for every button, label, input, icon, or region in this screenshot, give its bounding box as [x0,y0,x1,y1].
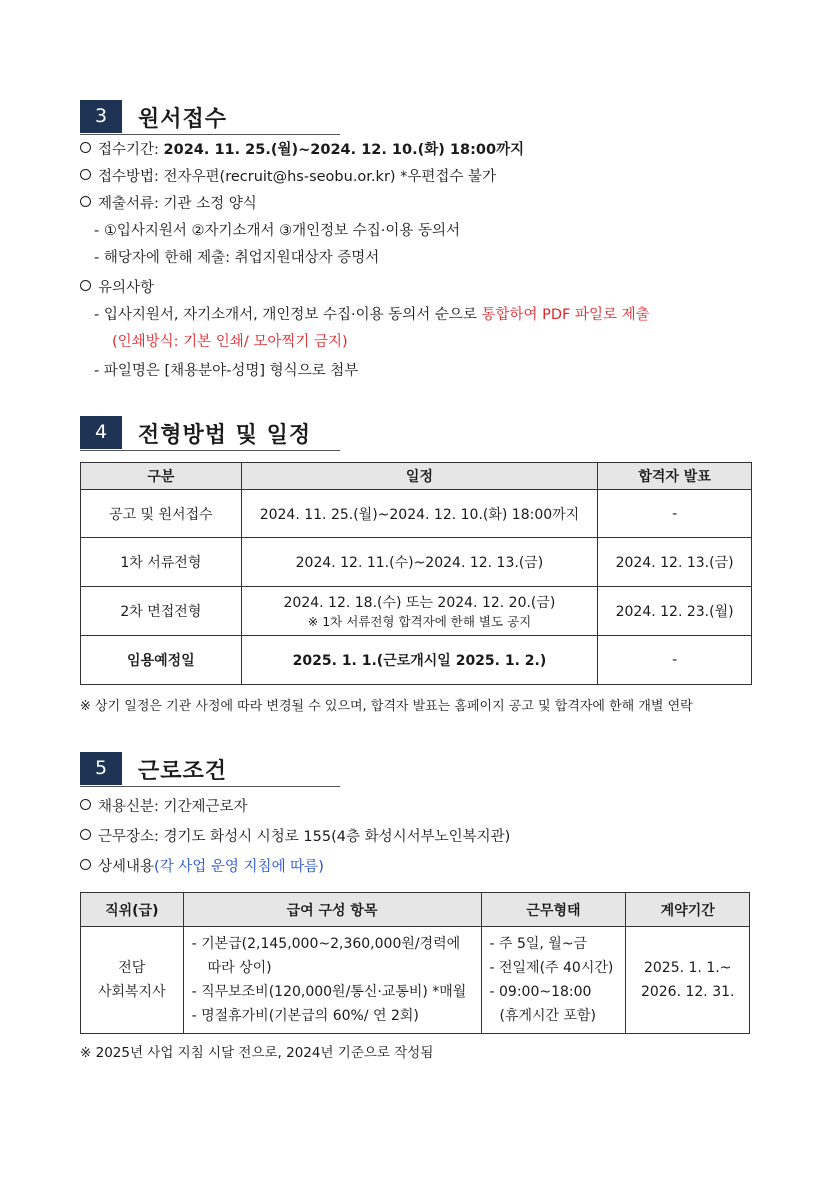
pay-cell [183,927,481,1034]
section-title: 원서접수 [138,107,228,132]
section-title: 근로조건 [138,759,228,784]
stage-cell: 2차 면접전형 [81,587,242,636]
work-item: (휴게시간 포함) [499,1008,597,1024]
schedule-cell [241,587,597,636]
table-row [81,490,752,538]
work-item: - 09:00~18:00 [489,984,592,1000]
circle-bullet-icon [80,142,91,153]
table-header: 일정 [241,463,597,490]
result-cell: - [598,490,752,538]
employment-status: 채용신분: 기간제근로자 [80,797,248,817]
stage-cell: 임용예정일 [81,636,242,685]
section-number: 4 [80,416,122,449]
docs-item: - 해당자에 한해 제출: 취업지원대상자 증명서 [94,250,380,266]
result-cell: 2024. 12. 23.(월) [598,587,752,636]
schedule-table [80,462,752,685]
notes-title: 유의사항 [80,278,154,298]
result-cell: 2024. 12. 13.(금) [598,538,752,587]
circle-bullet-icon [80,829,91,840]
circle-bullet-icon [80,169,91,180]
pay-item: - 직무보조비(120,000원/통신·교통비) *매월 [191,984,467,1000]
term-cell: 2025. 1. 1.~ 2026. 12. 31. [626,927,750,1034]
pay-item: 따라 상이) [207,960,272,976]
circle-bullet-icon [80,196,91,207]
apply-method: 접수방법: 전자우편(recruit@hs-seobu.or.kr) *우편접수 불가 [80,167,496,187]
circle-bullet-icon [80,799,91,810]
section-number: 3 [80,100,122,133]
schedule-cell: 2024. 11. 25.(월)~2024. 12. 10.(화) 18:00까지 [241,490,597,538]
table-header: 구분 [81,463,242,490]
table-row [81,538,752,587]
section-title: 전형방법 및 일정 [138,423,312,448]
schedule-cell: 2024. 12. 11.(수)~2024. 12. 13.(금) [241,538,597,587]
schedule-footnote: ※ 상기 일정은 기관 사정에 따라 변경될 수 있으며, 합격자 발표는 홈페이지 공고 및 합격자에 한해 개별 연락 [80,699,693,714]
circle-bullet-icon [80,859,91,870]
apply-period: 접수기간: 2024. 11. 25.(월)~2024. 12. 10.(화) 18:00까지 [80,140,524,160]
docs-item: - ①입사지원서 ②자기소개서 ③개인정보 수집·이용 동의서 [94,223,461,239]
work-item: - 주 5일, 월~금 [489,936,588,952]
note-item-cont: (인쇄방식: 기본 인쇄/ 모아찍기 금지) [112,334,348,350]
work-item: - 전일제(주 40시간) [489,960,614,976]
section-3-header [80,100,340,135]
work-place: 근무장소: 경기도 화성시 시청로 155(4층 화성시서부노인복지관) [80,827,510,847]
pay-item: - 명절휴가비(기본급의 60%/ 연 2회) [191,1008,419,1024]
table-row [81,636,752,685]
section-4-header [80,416,340,451]
position-cell: 전담 사회복지사 [81,927,184,1034]
table-header: 직위(급) [81,893,184,927]
table-header-row [81,893,750,927]
work-type-cell [481,927,626,1034]
table-header-row [81,463,752,490]
table-row [81,927,750,1034]
note-item: - 입사지원서, 자기소개서, 개인정보 수집·이용 동의서 순으로 통합하여 PDF 파일로 제출 [94,307,650,323]
work-conditions-table [80,892,750,1034]
table-row [81,587,752,636]
table-header: 합격자 발표 [598,463,752,490]
detail-title: 상세내용(각 사업 운영 지침에 따름) [80,857,324,877]
circle-bullet-icon [80,280,91,291]
table-header: 계약기간 [626,893,750,927]
stage-cell: 공고 및 원서접수 [81,490,242,538]
pay-item: - 기본급(2,145,000~2,360,000원/경력에 [191,936,461,952]
submit-docs: 제출서류: 기관 소정 양식 [80,194,257,214]
note-item: - 파일명은 [채용분야-성명] 형식으로 첨부 [94,363,359,379]
section-number: 5 [80,752,122,785]
stage-cell: 1차 서류전형 [81,538,242,587]
schedule-cell: 2025. 1. 1.(근로개시일 2025. 1. 2.) [241,636,597,685]
result-cell: - [598,636,752,685]
section-5-header [80,752,340,787]
table-header: 급여 구성 항목 [183,893,481,927]
schedule-text: 2024. 12. 18.(수) 또는 2024. 12. 20.(금) [283,595,556,611]
table-header: 근무형태 [481,893,626,927]
schedule-note: ※ 1차 서류전형 합격자에 한해 별도 공지 [307,614,532,629]
conditions-footnote: ※ 2025년 사업 지침 시달 전으로, 2024년 기준으로 작성됨 [80,1045,434,1061]
